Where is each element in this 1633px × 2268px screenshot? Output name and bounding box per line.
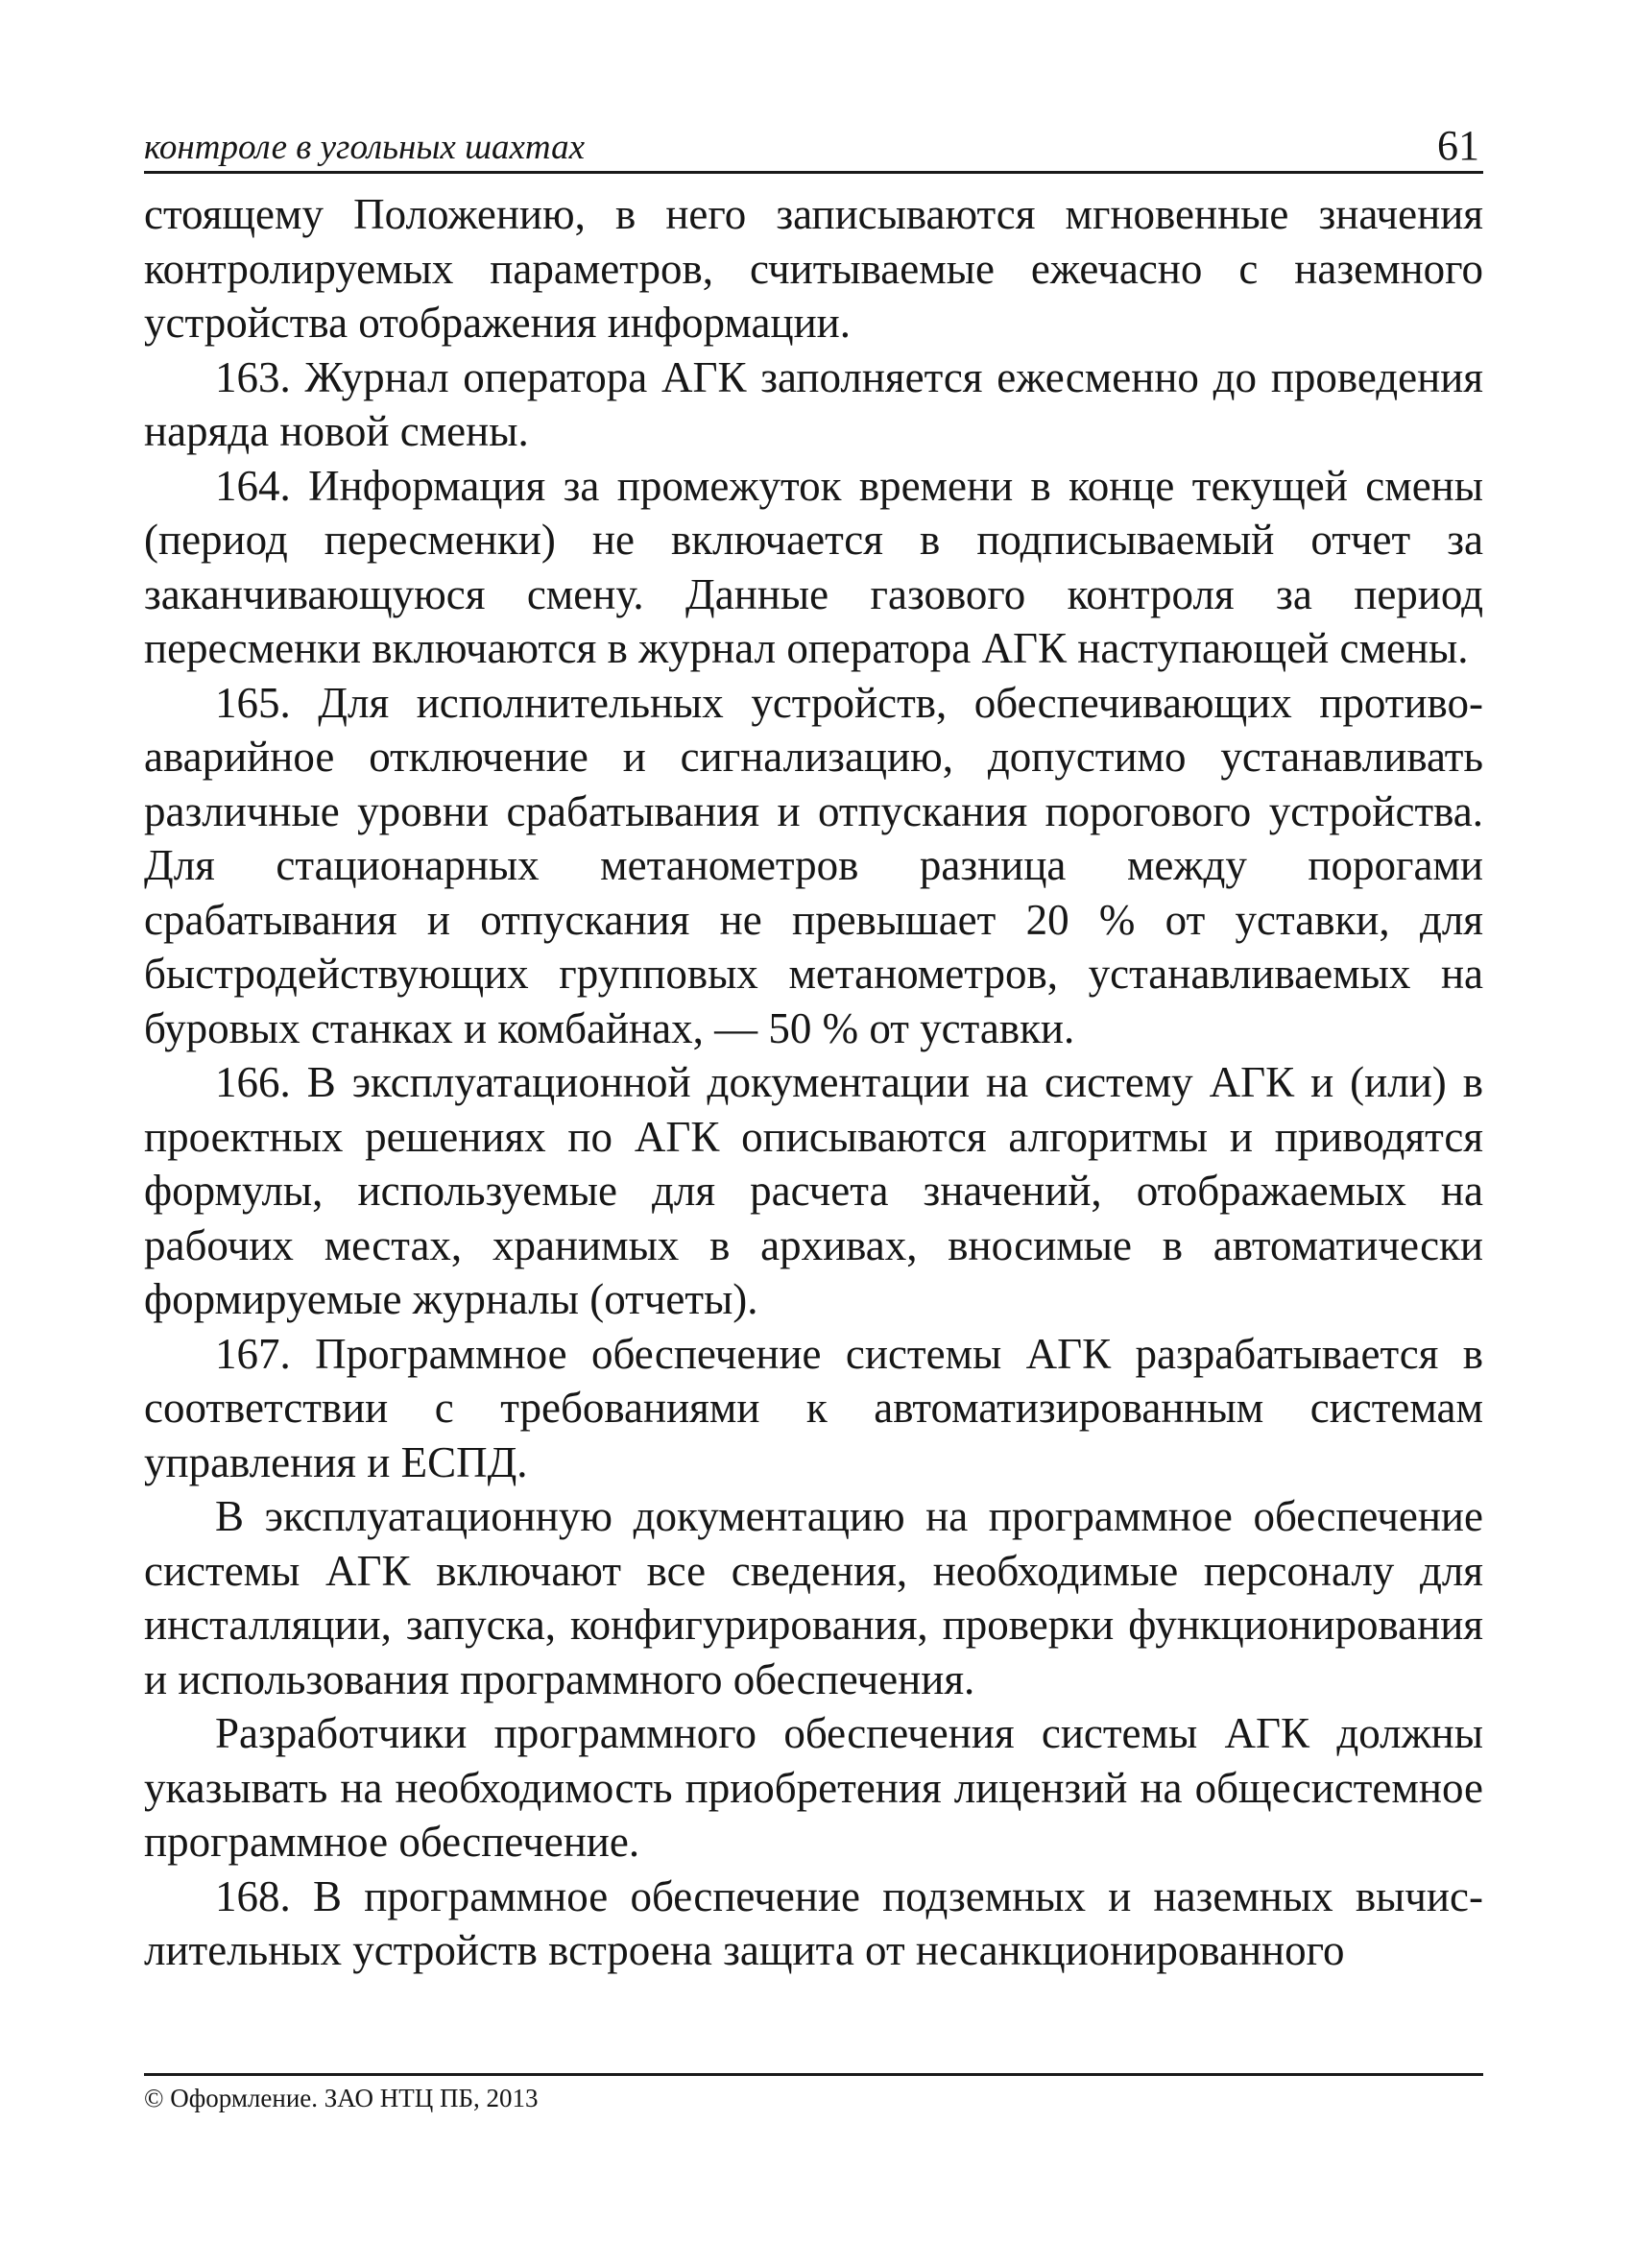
paragraph-continuation: стоящему Положению, в него записываются мгновенные значения контролируемых параметров, считываемые ежечасно с наземного устройства отображения информации. bbox=[144, 190, 1483, 347]
paragraph-167-licenses: Разработчики программного обеспечения системы АГК должны указывать на необходимость приобретения лицензий на общесистемное программное обеспечение. bbox=[144, 1709, 1483, 1866]
paragraph-166: 166. В эксплуатационной документации на систему АГК и (или) в проектных решениях по АГК описываются алгоритмы и приводятся формулы, используемые для расчета значений, отображаемых на рабочих местах, хранимых в архивах, вносимые в автоматически формируемые журналы (отчеты). bbox=[144, 1058, 1483, 1323]
paragraph-164: 164. Информация за промежуток времени в конце текущей смены (период пересменки) не включается в подписываемый отчет за заканчивающуюся смену. Данные газового контроля за период пересменки включаются в журнал оператора АГК наступающей смены. bbox=[144, 461, 1483, 672]
copyright-note: © Оформление. ЗАО НТЦ ПБ, 2013 bbox=[144, 2084, 539, 2112]
page-number: 61 bbox=[1437, 122, 1479, 169]
footer-divider bbox=[144, 2073, 1483, 2076]
running-title: контроле в угольных шахтах bbox=[144, 128, 586, 167]
paragraph-168: 168. В программное обеспечение подземных и наземных вычислительных устройств встроена защита от несанкционированного bbox=[144, 1871, 1483, 1974]
paragraph-165: 165. Для исполнительных устройств, обеспечивающих противоаварийное отключение и сигнализацию, допустимо устанавливать различные уровни срабатывания и отпускания порогового устройства. Для стационарных метанометров разница между порогами срабатывания и отпускания не превышает 20 % от уставки, для быстродействующих групповых метанометров, устанавливаемых на буровых станках и комбайнах, — 50 % от уставки. bbox=[144, 678, 1483, 1052]
paragraph-167-documentation: В эксплуатационную документацию на программное обеспечение системы АГК включают все сведения, необходимые персоналу для инсталляции, запуска, конфигурирования, проверки функционирования и использования программного обеспечения. bbox=[144, 1492, 1483, 1703]
paragraph-163: 163. Журнал оператора АГК заполняется ежесменно до проведения наряда новой смены. bbox=[144, 352, 1483, 455]
body-text bbox=[144, 187, 1483, 1978]
paragraph-167: 167. Программное обеспечение системы АГК разрабатывается в соответствии с требованиями к автоматизированным системам управления и ЕСПД. bbox=[144, 1329, 1483, 1486]
running-header bbox=[144, 121, 1483, 174]
